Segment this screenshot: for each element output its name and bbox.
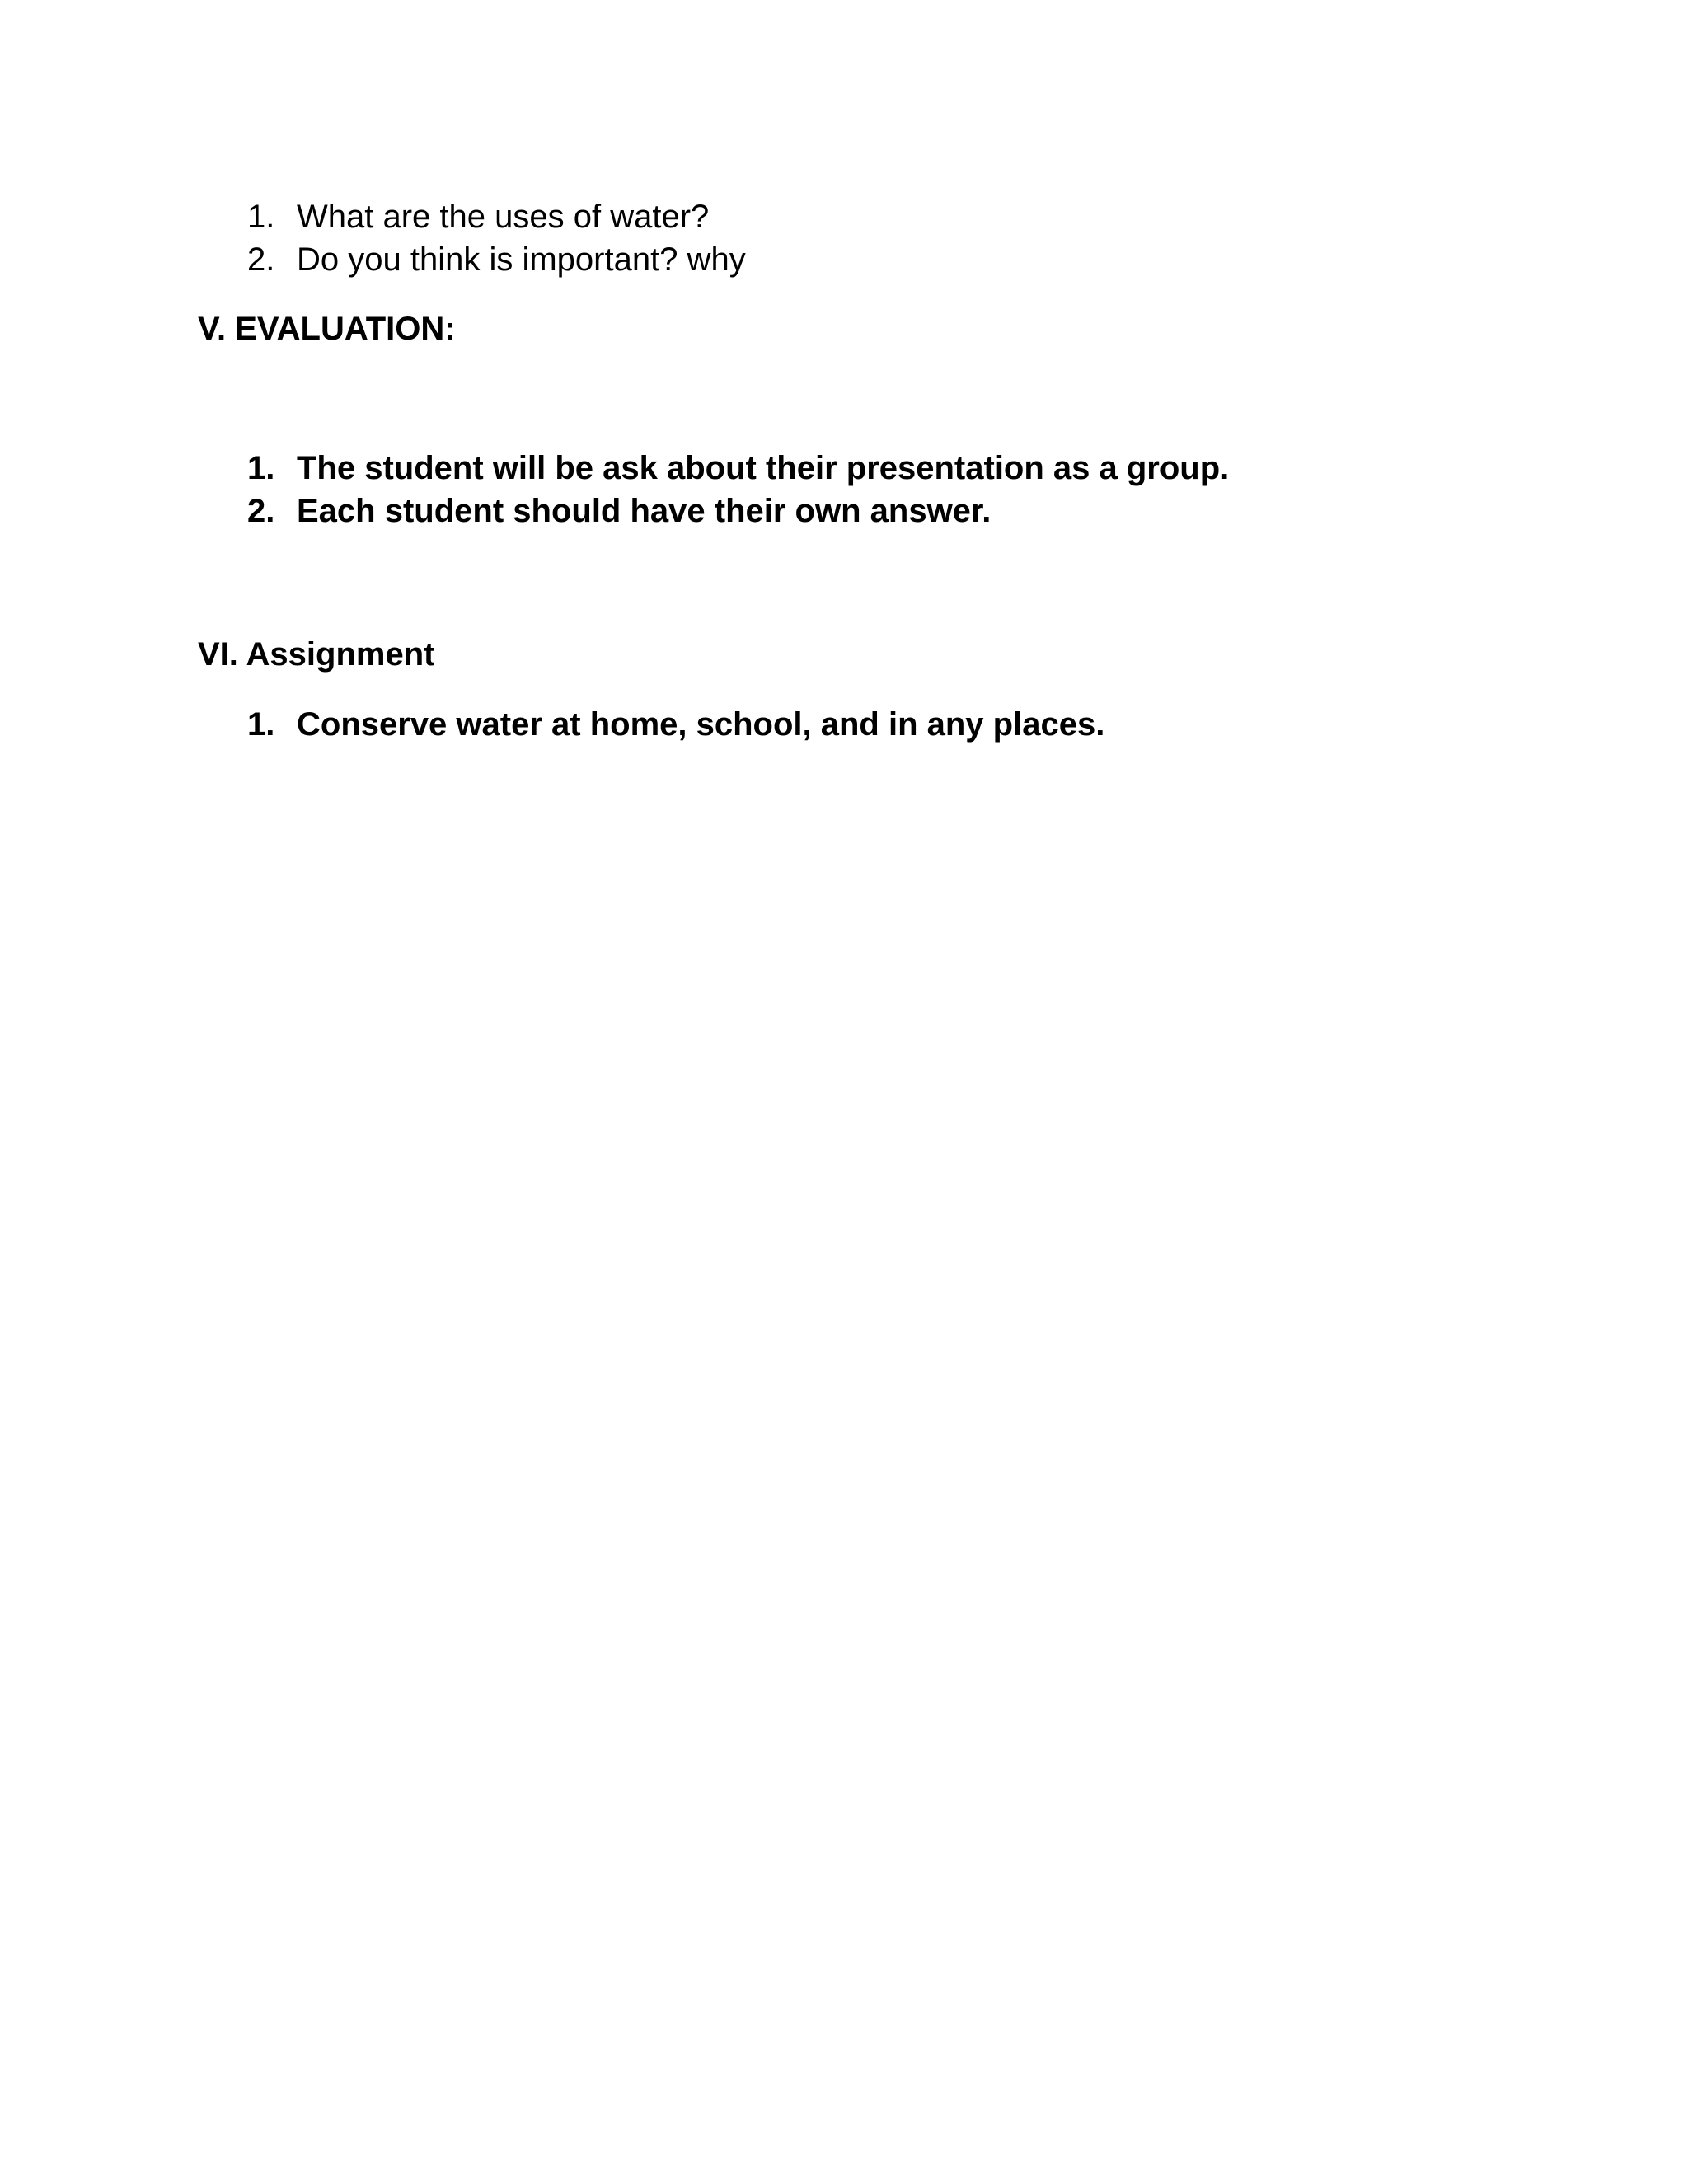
evaluation-item-text: Each student should have their own answer. [297,493,992,529]
assignment-item-number: 1. [247,706,275,743]
question-number: 2. [247,241,275,278]
evaluation-heading: V. EVALUATION: [198,311,456,347]
assignment-heading: VI. Assignment [198,636,435,673]
question-number: 1. [247,199,275,235]
evaluation-item-text: The student will be ask about their presentation as a group. [297,450,1230,486]
evaluation-item-number: 1. [247,450,275,486]
question-text: What are the uses of water? [297,199,710,235]
question-text: Do you think is important? why [297,241,746,278]
evaluation-item-number: 2. [247,493,275,529]
assignment-item-text: Conserve water at home, school, and in any places. [297,706,1105,743]
